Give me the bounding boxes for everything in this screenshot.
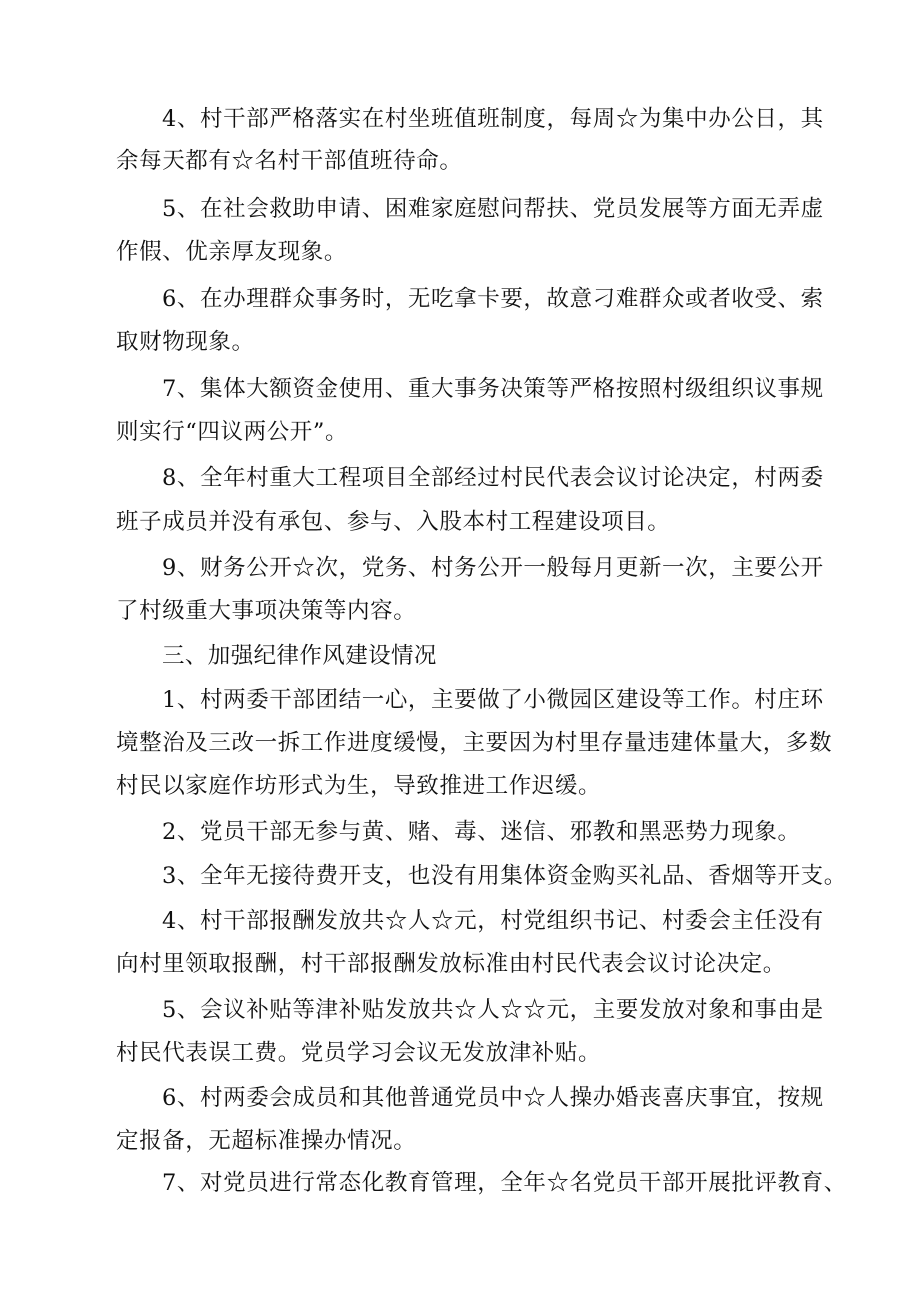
section-item-5-line-2: 村民代表误工费。党员学习会议无发放津补贴。 xyxy=(116,1040,602,1066)
item-9-line-1: 9、财务公开☆次，党务、村务公开一般每月更新一次，主要公开 xyxy=(162,555,824,581)
section-item-6-line-1: 6、村两委会成员和其他普通党员中☆人操办婚丧喜庆事宜，按规 xyxy=(162,1085,824,1111)
section-item-4-line-2: 向村里领取报酬，村干部报酬发放标准由村民代表会议讨论决定。 xyxy=(116,951,786,977)
section-item-1-line-3: 村民以家庭作坊形式为生，导致推进工作迟缓。 xyxy=(116,773,602,799)
item-7-line-1: 7、集体大额资金使用、重大事务决策等严格按照村级组织议事规 xyxy=(162,376,824,402)
item-4-line-2: 余每天都有☆名村干部值班待命。 xyxy=(116,148,463,174)
section-item-6-line-2: 定报备，无超标准操办情况。 xyxy=(116,1128,417,1154)
section-item-2-line-1: 2、党员干部无参与黄、赌、毒、迷信、邪教和黑恶势力现象。 xyxy=(162,819,801,845)
item-9-line-2: 了村级重大事项决策等内容。 xyxy=(116,598,417,624)
section-item-3-line-1: 3、全年无接待费开支，也没有用集体资金购买礼品、香烟等开支。 xyxy=(162,863,847,889)
item-4-line-1: 4、村干部严格落实在村坐班值班制度，每周☆为集中办公日，其 xyxy=(162,106,824,132)
item-8-line-2: 班子成员并没有承包、参与、入股本村工程建设项目。 xyxy=(116,509,671,535)
section-heading: 三、加强纪律作风建设情况 xyxy=(162,643,437,669)
section-item-7-line-1: 7、对党员进行常态化教育管理，全年☆名党员干部开展批评教育、 xyxy=(162,1170,847,1196)
section-item-1-line-2: 境整治及三改一拆工作进度缓慢，主要因为村里存量违建体量大，多数 xyxy=(116,730,833,756)
section-item-5-line-1: 5、会议补贴等津补贴发放共☆人☆☆元，主要发放对象和事由是 xyxy=(162,997,824,1023)
item-7-line-2: 则实行“四议两公开”。 xyxy=(116,419,349,445)
item-5-line-1: 5、在社会救助申请、困难家庭慰问帮扶、党员发展等方面无弄虚 xyxy=(162,196,824,222)
section-item-1-line-1: 1、村两委干部团结一心，主要做了小微园区建设等工作。村庄环 xyxy=(162,687,824,713)
item-8-line-1: 8、全年村重大工程项目全部经过村民代表会议讨论决定，村两委 xyxy=(162,465,824,491)
item-6-line-1: 6、在办理群众事务时，无吃拿卡要，故意刁难群众或者收受、索 xyxy=(162,286,824,312)
section-item-4-line-1: 4、村干部报酬发放共☆人☆元，村党组织书记、村委会主任没有 xyxy=(162,908,824,934)
item-5-line-2: 作假、优亲厚友现象。 xyxy=(116,239,348,265)
item-6-line-2: 取财物现象。 xyxy=(116,329,255,355)
